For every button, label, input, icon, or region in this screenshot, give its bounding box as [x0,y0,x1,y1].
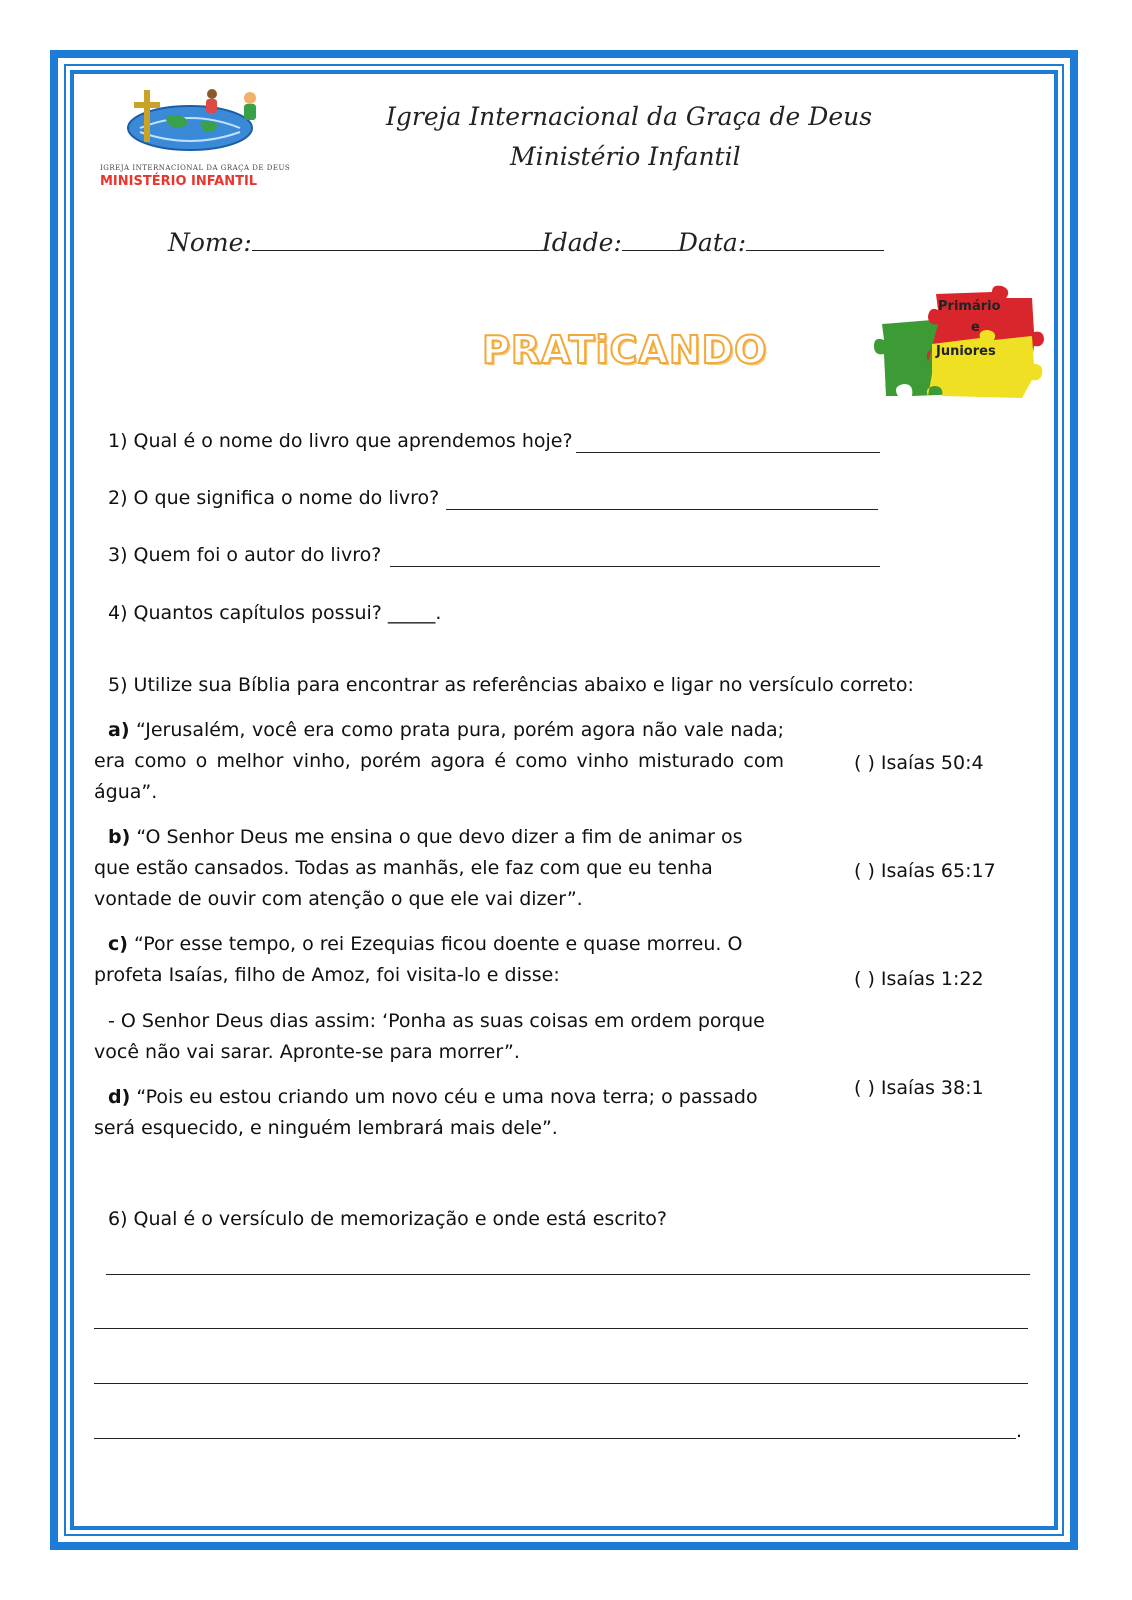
date-field[interactable] [746,226,884,251]
answer-line-3[interactable] [390,566,880,567]
question-1: 1) Qual é o nome do livro que aprendemos hoje? [108,430,573,452]
verse-a-label: a) [108,719,130,741]
answer-line-1[interactable] [576,452,880,453]
answer-line-2[interactable] [446,509,878,510]
verse-c [94,929,774,991]
verse-d-text: “Pois eu estou criando um novo céu e uma nova terra; o passado será esquecido, e ninguém lembrará mais dele”. [94,1086,758,1139]
verse-c-text: “Por esse tempo, o rei Ezequias ficou doente e quase morreu. O profeta Isaías, filho de Amoz, foi visita-lo e disse: [94,933,743,986]
final-period: . [1016,1420,1023,1442]
ministry-name: Ministério Infantil [510,142,741,171]
badge-line-2: e [971,320,980,335]
age-field[interactable] [622,226,678,251]
answer-line-6c[interactable] [94,1383,1028,1384]
reference-4[interactable]: ( ) Isaías 38:1 [854,1077,984,1099]
verse-d [94,1082,790,1144]
reference-1[interactable]: ( ) Isaías 50:4 [854,752,984,774]
puzzle-badge [872,284,1052,400]
badge-line-1: Primário [938,299,1001,314]
question-5: 5) Utilize sua Bíblia para encontrar as referências abaixo e ligar no versículo correto: [108,674,914,696]
question-4: 4) Quantos capítulos possui? _____. [108,602,442,624]
page-title: PRATiCANDO [482,328,768,372]
name-label: Nome: [168,228,252,257]
answer-line-6d[interactable] [94,1438,1016,1439]
answer-line-6b[interactable] [94,1328,1028,1329]
answer-line-6a[interactable] [106,1274,1030,1275]
verse-c-label: c) [108,933,128,955]
globe-cross-logo-icon [100,88,270,158]
verse-b [94,822,766,915]
logo-caption: IGREJA INTERNACIONAL DA GRAÇA DE DEUS [100,164,291,172]
church-logo [100,88,291,189]
name-field[interactable] [252,226,542,251]
reference-2[interactable]: ( ) Isaías 65:17 [854,860,996,882]
verse-c-continued: - O Senhor Deus dias assim: ‘Ponha as suas coisas em ordem porque você não vai sarar. Apronte-se para morrer”. [94,1010,765,1063]
verse-a [94,715,784,808]
student-fields [168,226,884,257]
logo-brand-text: MINISTÉRIO INFANTIL [100,174,258,189]
age-label: Idade: [541,228,622,257]
badge-line-3: Juniores [936,344,996,359]
question-6: 6) Qual é o versículo de memorização e onde está escrito? [108,1208,668,1230]
verse-a-text: “Jerusalém, você era como prata pura, porém agora não vale nada; era como o melhor vinho, porém agora é como vinho misturado com água”. [94,719,784,803]
verse-d-label: d) [108,1086,131,1108]
verse-b-text: “O Senhor Deus me ensina o que devo dizer a fim de animar os que estão cansados. Todas as manhãs, ele faz com que eu tenha vontade de ouvir com atenção o que ele vai dizer”. [94,826,743,910]
church-name: Igreja Internacional da Graça de Deus [386,102,873,131]
reference-3[interactable]: ( ) Isaías 1:22 [854,968,984,990]
date-label: Data: [677,228,747,257]
logo-brand [100,174,270,189]
verse-b-label: b) [108,826,131,848]
question-3: 3) Quem foi o autor do livro? [108,544,382,566]
question-2: 2) O que significa o nome do livro? [108,487,440,509]
